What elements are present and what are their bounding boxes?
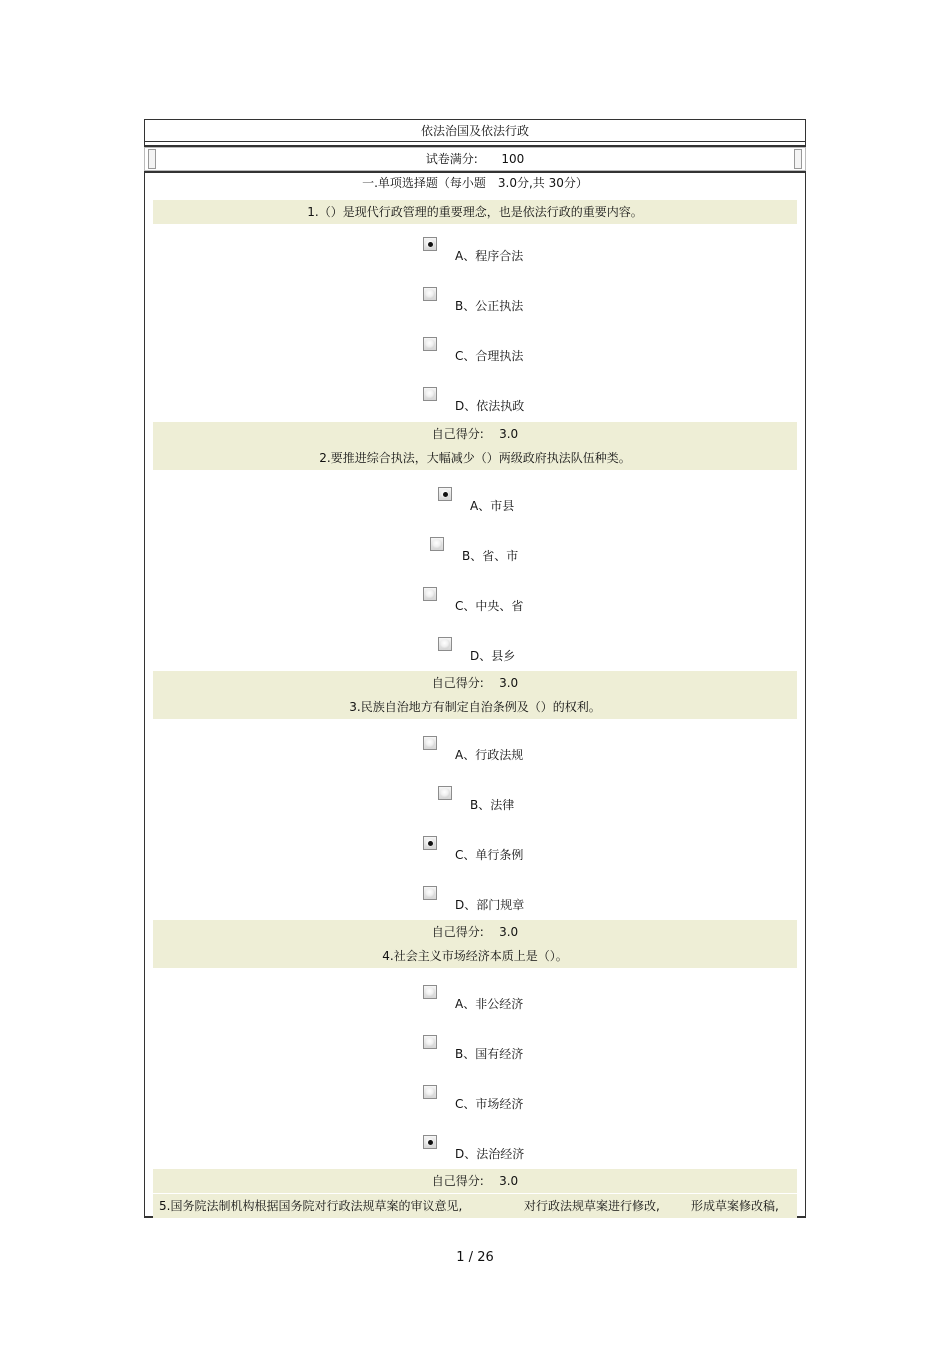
- exam-title: 依法治国及依法行政: [144, 121, 806, 142]
- score-value: 3.0: [499, 925, 519, 939]
- q3-option-d-radio[interactable]: [423, 886, 437, 900]
- score-value: 3.0: [499, 676, 519, 690]
- q1-option-a-label: A、程序合法: [455, 249, 524, 263]
- question-3-text: 3.民族自治地方有制定自治条例及（）的权利。: [349, 700, 601, 714]
- score-label: 自己得分:: [431, 925, 484, 939]
- page-indicator: [0, 1250, 950, 1265]
- q3-option-a-radio[interactable]: [423, 736, 437, 750]
- q1-option-b-label: B、公正执法: [455, 299, 524, 313]
- scroll-right-tick: [794, 149, 802, 169]
- question-3-score-band: [153, 920, 797, 968]
- q3-option-b-label: B、法律: [470, 798, 515, 812]
- q1-option-c-label: C、合理执法: [455, 349, 524, 363]
- q4-option-a-radio[interactable]: [423, 985, 437, 999]
- q4-option-b-label: B、国有经济: [455, 1047, 524, 1061]
- score-label: 自己得分:: [431, 427, 484, 441]
- page-separator: /: [468, 1250, 474, 1265]
- score-value: 3.0: [499, 1174, 519, 1188]
- question-5-part-1: 5.国务院法制机构根据国务院对行政法规草案的审议意见,: [159, 1199, 463, 1213]
- score-label: 自己得分:: [431, 676, 484, 690]
- question-1-score: [153, 422, 797, 446]
- q4-option-b-radio[interactable]: [423, 1035, 437, 1049]
- question-5-part-3: 形成草案修改稿,: [691, 1199, 779, 1213]
- page-current: 1: [456, 1250, 465, 1265]
- panel-right-border: [805, 119, 806, 1218]
- q3-option-b-radio[interactable]: [438, 786, 452, 800]
- q2-option-a-radio[interactable]: [438, 487, 452, 501]
- question-2-score-band: [153, 671, 797, 719]
- q2-option-d-radio[interactable]: [438, 637, 452, 651]
- q4-option-d-radio[interactable]: [423, 1135, 437, 1149]
- q2-option-b-label: B、省、市: [462, 549, 519, 563]
- q4-option-a-label: A、非公经济: [455, 997, 524, 1011]
- q4-option-c-label: C、市场经济: [455, 1097, 524, 1111]
- question-1-score-band: [153, 422, 797, 470]
- full-score-row: [144, 145, 806, 173]
- question-2-score: [153, 671, 797, 695]
- q1-option-c-radio[interactable]: [423, 337, 437, 351]
- page-total: 26: [477, 1250, 494, 1265]
- q3-option-a-label: A、行政法规: [455, 748, 524, 762]
- q4-option-c-radio[interactable]: [423, 1085, 437, 1099]
- full-score-value: 100: [501, 152, 525, 166]
- q1-option-b-radio[interactable]: [423, 287, 437, 301]
- q2-option-c-radio[interactable]: [423, 587, 437, 601]
- q2-option-a-label: A、市县: [470, 499, 515, 513]
- score-label: 自己得分:: [431, 1174, 484, 1188]
- q3-option-c-label: C、单行条例: [455, 848, 524, 862]
- q3-option-d-label: D、部门规章: [455, 898, 525, 912]
- q3-option-c-radio[interactable]: [423, 836, 437, 850]
- question-5-text: [153, 1194, 797, 1218]
- full-score-label: 试卷满分:: [425, 152, 478, 166]
- q1-option-d-radio[interactable]: [423, 387, 437, 401]
- question-2-text: 2.要推进综合执法，大幅减少（）两级政府执法队伍种类。: [319, 451, 631, 465]
- q1-option-d-label: D、依法执政: [455, 399, 525, 413]
- question-5-part-2: 对行政法规草案进行修改,: [524, 1199, 660, 1213]
- question-4-score: [153, 1169, 797, 1193]
- panel-left-border: [144, 119, 145, 1218]
- score-value: 3.0: [499, 427, 519, 441]
- q2-option-c-label: C、中央、省: [455, 599, 524, 613]
- exam-panel: [144, 119, 806, 1218]
- question-3-score: [153, 920, 797, 944]
- scroll-left-tick: [148, 149, 156, 169]
- q1-option-a-radio[interactable]: [423, 237, 437, 251]
- panel-top-border: [144, 119, 806, 120]
- q2-option-b-radio[interactable]: [430, 537, 444, 551]
- q4-option-d-label: D、法治经济: [455, 1147, 525, 1161]
- q2-option-d-label: D、县乡: [470, 649, 516, 663]
- section-title: 一.单项选择题（每小题 3.0分,共 30分）: [362, 176, 588, 190]
- question-1-text: 1.（）是现代行政管理的重要理念，也是依法行政的重要内容。: [153, 200, 797, 224]
- question-4-text: 4.社会主义市场经济本质上是（）。: [382, 949, 568, 963]
